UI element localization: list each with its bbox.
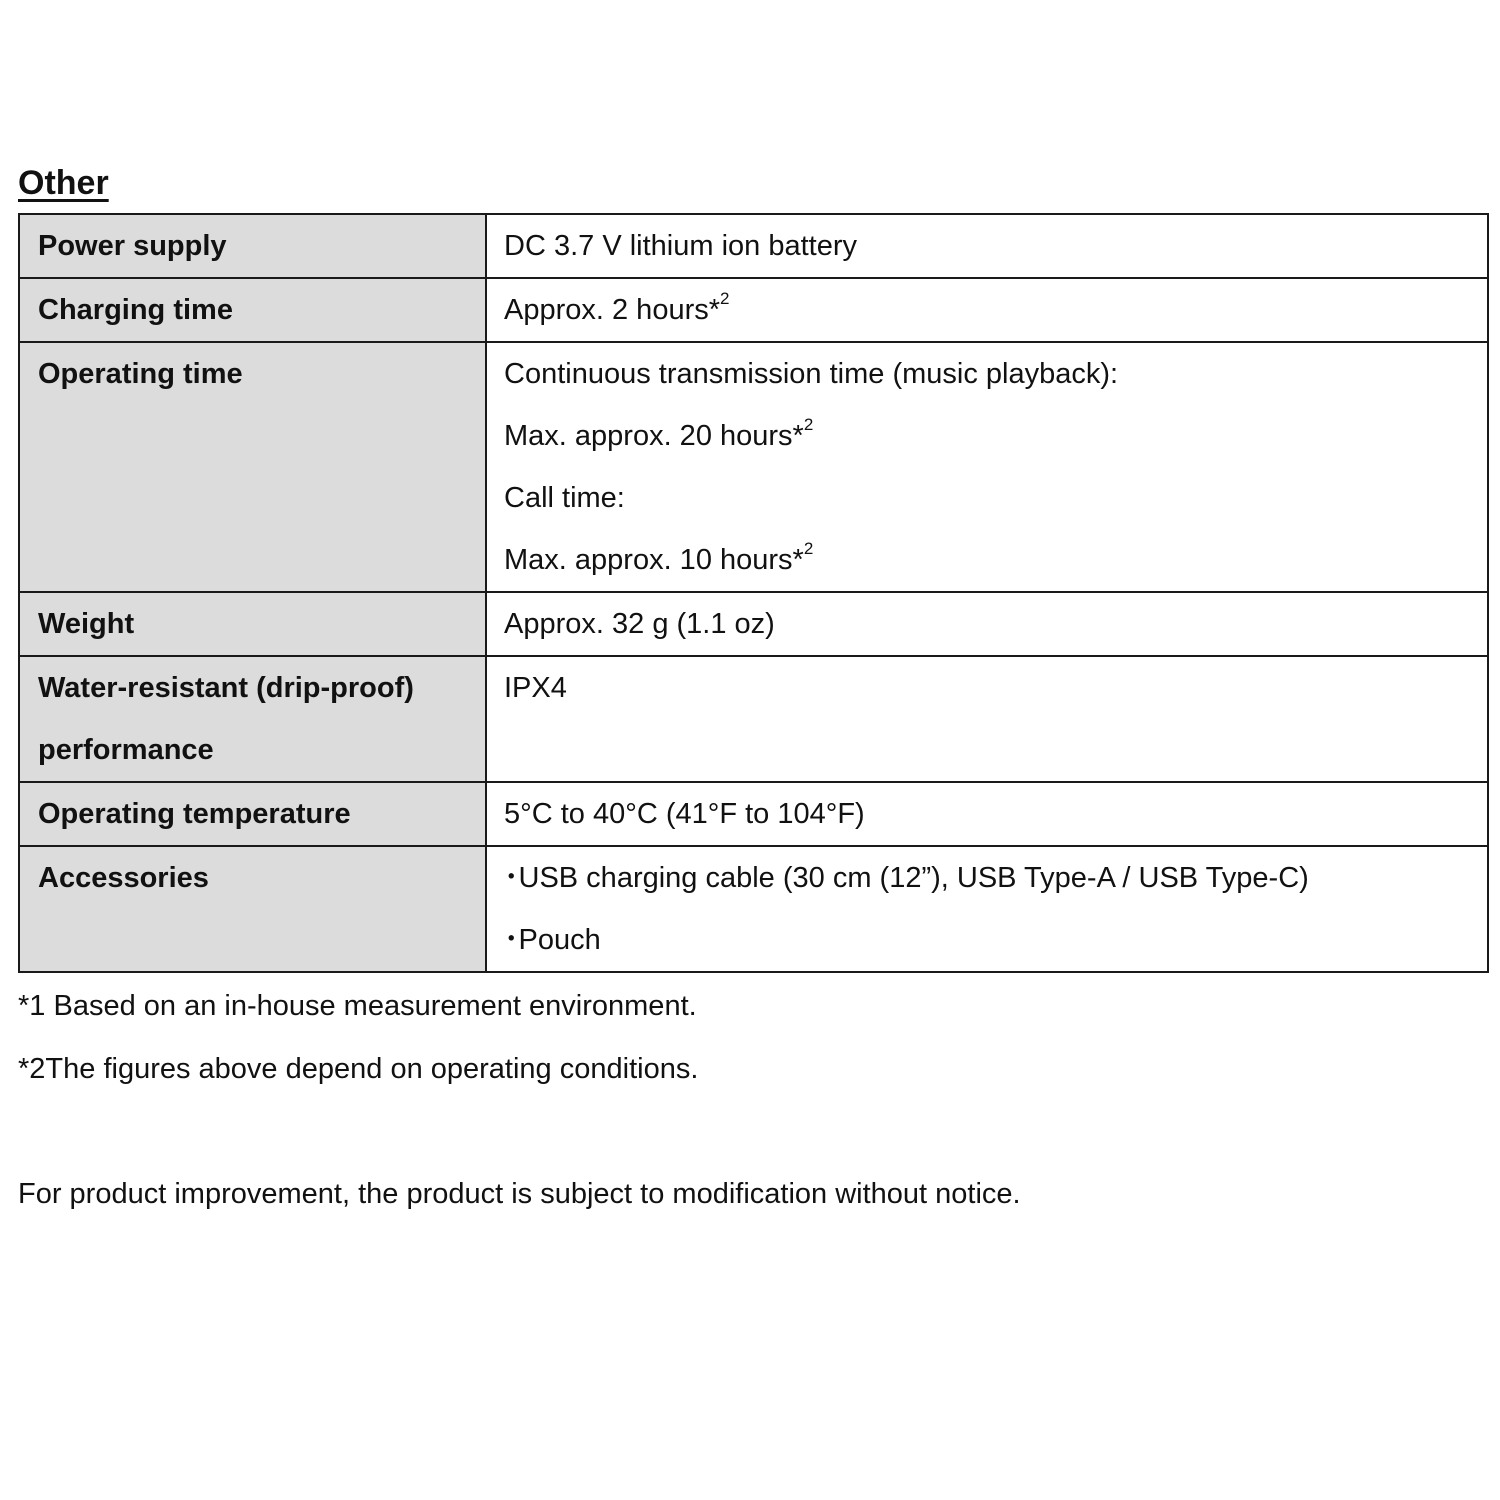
spec-value: Approx. 32 g (1.1 oz) [504,608,775,640]
spec-label: Operating time [38,358,243,390]
spec-value-line [487,405,1487,467]
spec-row-power-supply [19,214,1488,278]
footnote-1: *1 Based on an in-house measurement environment. [18,990,697,1022]
spec-label-cell [19,782,486,846]
spec-value: Max. approx. 20 hours* [504,420,804,452]
accessory-item: ･Pouch [504,924,601,956]
spec-label: Water-resistant (drip-proof) [38,672,414,704]
spec-value: IPX4 [504,672,567,704]
spec-row-operating-temperature [19,782,1488,846]
spec-row-accessories [19,846,1488,972]
spec-row-water-resistant [19,656,1488,782]
spec-value: Approx. 2 hours* [504,294,721,326]
spec-label-cell [19,214,486,278]
spec-label: Operating temperature [38,798,351,830]
footnote-marker: 2 [803,539,814,558]
spec-row-weight [19,592,1488,656]
spec-row-charging-time [19,278,1488,342]
spec-row-operating-time [19,342,1488,592]
spec-value-cell [486,342,1488,592]
footnote-2: *2The figures above depend on operating conditions. [18,1053,699,1085]
spec-value-line [487,279,1487,341]
spec-value: 5°C to 40°C (41°F to 104°F) [504,798,865,830]
modification-notice: For product improvement, the product is subject to modification without notice. [18,1178,1021,1210]
spec-value-cell [486,278,1488,342]
spec-label-cell [19,846,486,972]
spec-label-cell [19,342,486,592]
spec-value: Call time: [504,482,625,514]
spec-label-cell [19,656,486,782]
spec-label-cell [19,592,486,656]
spec-label: Weight [38,608,135,640]
spec-value-cell [486,656,1488,782]
spec-value: DC 3.7 V lithium ion battery [504,230,857,262]
spec-value-cell [486,214,1488,278]
footnote-marker: 2 [720,289,730,308]
spec-label-cell [19,278,486,342]
footnote-marker: 2 [803,415,814,434]
spec-value-cell [486,846,1488,972]
spec-value: Max. approx. 10 hours* [504,544,804,576]
spec-value-line [487,529,1487,591]
spec-label: performance [38,734,214,766]
spec-value: Continuous transmission time (music playback): [504,358,1119,390]
spec-label: Charging time [38,294,233,326]
spec-label: Power supply [38,230,227,262]
section-title: Other [18,164,109,202]
spec-value-cell [486,592,1488,656]
spec-value-cell [486,782,1488,846]
spec-table [18,213,1489,973]
spec-label: Accessories [38,862,209,894]
accessory-item: ･USB charging cable (30 cm (12”), USB Type-A / USB Type-C) [504,862,1309,894]
